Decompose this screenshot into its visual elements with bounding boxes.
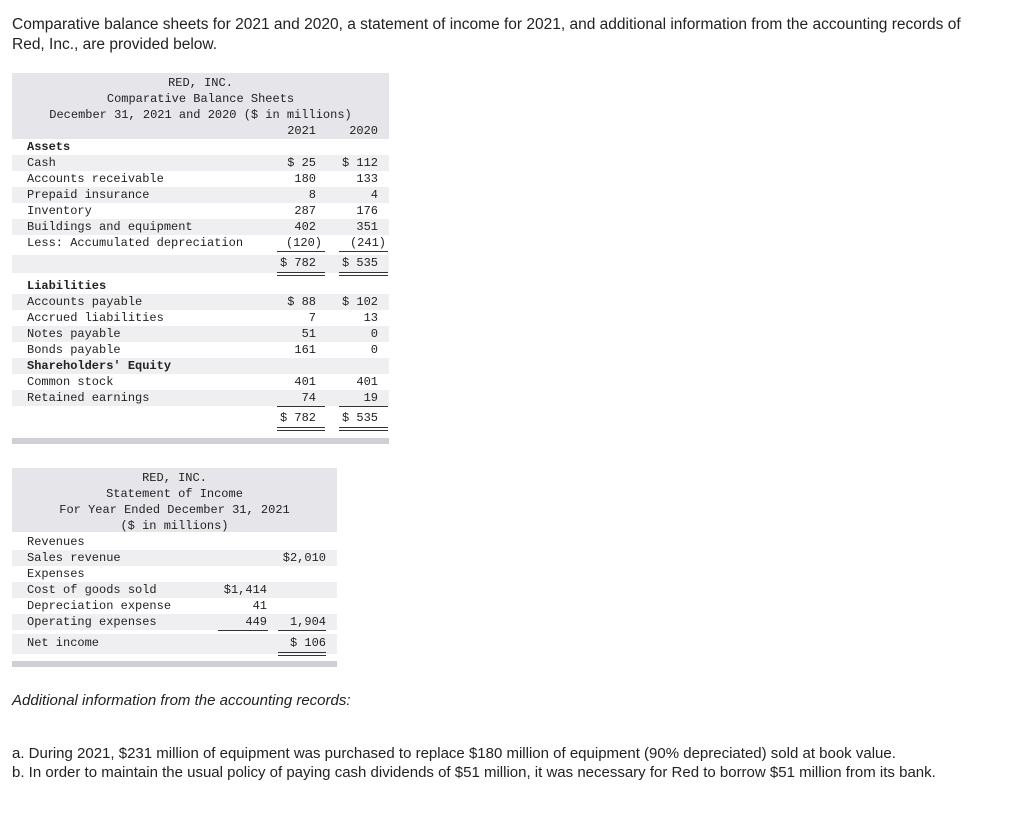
liability-label: Notes payable xyxy=(27,327,121,341)
expense-value: 41 xyxy=(252,599,267,613)
equity-value-2021: 74 xyxy=(301,391,316,405)
liability-label: Accrued liabilities xyxy=(27,311,164,325)
income-subtitle: For Year Ended December 31, 2021 xyxy=(59,503,290,517)
liability-value-2020: 0 xyxy=(370,327,378,341)
assets-heading: Assets xyxy=(27,140,71,154)
total-double-underline xyxy=(339,427,388,431)
equity-label: Common stock xyxy=(27,375,114,389)
asset-value-2020: 133 xyxy=(356,172,378,186)
expense-value: $1,414 xyxy=(223,583,267,597)
expenses-total: 1,904 xyxy=(289,615,326,629)
total-assets-2021: $ 782 xyxy=(279,256,316,270)
liability-label: Bonds payable xyxy=(27,343,121,357)
subtotal-underline xyxy=(339,406,388,407)
sales-revenue-label: Sales revenue xyxy=(27,551,121,565)
asset-value-2020: $ 112 xyxy=(341,156,378,170)
liability-value-2021: $ 88 xyxy=(287,295,316,309)
liability-value-2020: $ 102 xyxy=(341,295,378,309)
table-bottom-bar xyxy=(12,661,337,667)
subtotal-underline xyxy=(277,406,325,407)
net-income-value: $ 106 xyxy=(289,636,326,650)
expense-label: Depreciation expense xyxy=(27,599,172,613)
total-double-underline xyxy=(278,652,326,656)
note-item: b. In order to maintain the usual policy of paying cash dividends of $51 million, it was necessary for Red to borrow $51 million from its bank. xyxy=(12,763,936,781)
total-liabilities-equity-2020: $ 535 xyxy=(341,411,378,425)
total-liabilities-equity-2021: $ 782 xyxy=(279,411,316,425)
expenses-heading: Expenses xyxy=(27,567,85,581)
equity-value-2020: 19 xyxy=(363,391,378,405)
asset-value-2020: (241) xyxy=(349,236,386,250)
liability-value-2020: 13 xyxy=(363,311,378,325)
balance-sheet-subtitle: December 31, 2021 and 2020 ($ in millions) xyxy=(49,108,352,122)
asset-value-2021: $ 25 xyxy=(287,156,316,170)
subtotal-underline xyxy=(277,251,325,252)
asset-value-2020: 176 xyxy=(356,204,378,218)
liability-value-2021: 161 xyxy=(294,343,316,357)
expense-label: Cost of goods sold xyxy=(27,583,157,597)
income-company: RED, INC. xyxy=(142,471,207,485)
additional-info-notes xyxy=(12,745,972,782)
asset-value-2021: 402 xyxy=(294,220,316,234)
column-header-2021: 2021 xyxy=(287,124,316,138)
equity-value-2020: 401 xyxy=(356,375,378,389)
total-double-underline xyxy=(339,272,388,276)
asset-value-2021: (120) xyxy=(285,236,322,250)
equity-label: Retained earnings xyxy=(27,391,150,405)
subtotal-underline xyxy=(278,630,326,631)
asset-value-2020: 351 xyxy=(356,220,378,234)
total-double-underline xyxy=(277,427,325,431)
expense-value: 449 xyxy=(245,615,267,629)
asset-label: Less: Accumulated depreciation xyxy=(27,236,244,250)
asset-label: Prepaid insurance xyxy=(27,188,150,202)
liability-value-2021: 51 xyxy=(301,327,316,341)
asset-label: Cash xyxy=(27,156,56,170)
revenues-heading: Revenues xyxy=(27,535,85,549)
equity-heading: Shareholders' Equity xyxy=(27,359,172,373)
net-income-label: Net income xyxy=(27,636,100,650)
subtotal-underline xyxy=(339,251,388,252)
asset-label: Inventory xyxy=(27,204,92,218)
intro-paragraph: Comparative balance sheets for 2021 and 2020, a statement of income for 2021, and additional information from the accounting records of Red, Inc., are provided below. xyxy=(12,16,961,53)
note-item: a. During 2021, $231 million of equipment was purchased to replace $180 million of equipment (90% depreciated) sold at book value. xyxy=(12,745,896,762)
income-units: ($ in millions) xyxy=(120,519,229,533)
liability-value-2020: 0 xyxy=(370,343,378,357)
subtotal-underline xyxy=(218,630,268,631)
asset-label: Buildings and equipment xyxy=(27,220,193,234)
asset-label: Accounts receivable xyxy=(27,172,164,186)
column-header-2020: 2020 xyxy=(349,124,378,138)
table-bottom-bar xyxy=(12,438,389,444)
expense-label: Operating expenses xyxy=(27,615,157,629)
income-title: Statement of Income xyxy=(106,487,243,501)
total-double-underline xyxy=(277,272,325,276)
liability-label: Accounts payable xyxy=(27,295,143,309)
liability-value-2021: 7 xyxy=(308,311,316,325)
balance-sheet-company: RED, INC. xyxy=(168,76,233,90)
asset-value-2021: 8 xyxy=(308,188,316,202)
asset-value-2020: 4 xyxy=(370,188,378,202)
liabilities-heading: Liabilities xyxy=(27,279,107,293)
additional-info-heading: Additional information from the accounting records: xyxy=(12,692,351,709)
asset-value-2021: 180 xyxy=(294,172,316,186)
sales-revenue-value: $2,010 xyxy=(282,551,326,565)
total-assets-2020: $ 535 xyxy=(341,256,378,270)
balance-sheet-title: Comparative Balance Sheets xyxy=(106,92,295,106)
equity-value-2021: 401 xyxy=(294,375,316,389)
asset-value-2021: 287 xyxy=(294,204,316,218)
